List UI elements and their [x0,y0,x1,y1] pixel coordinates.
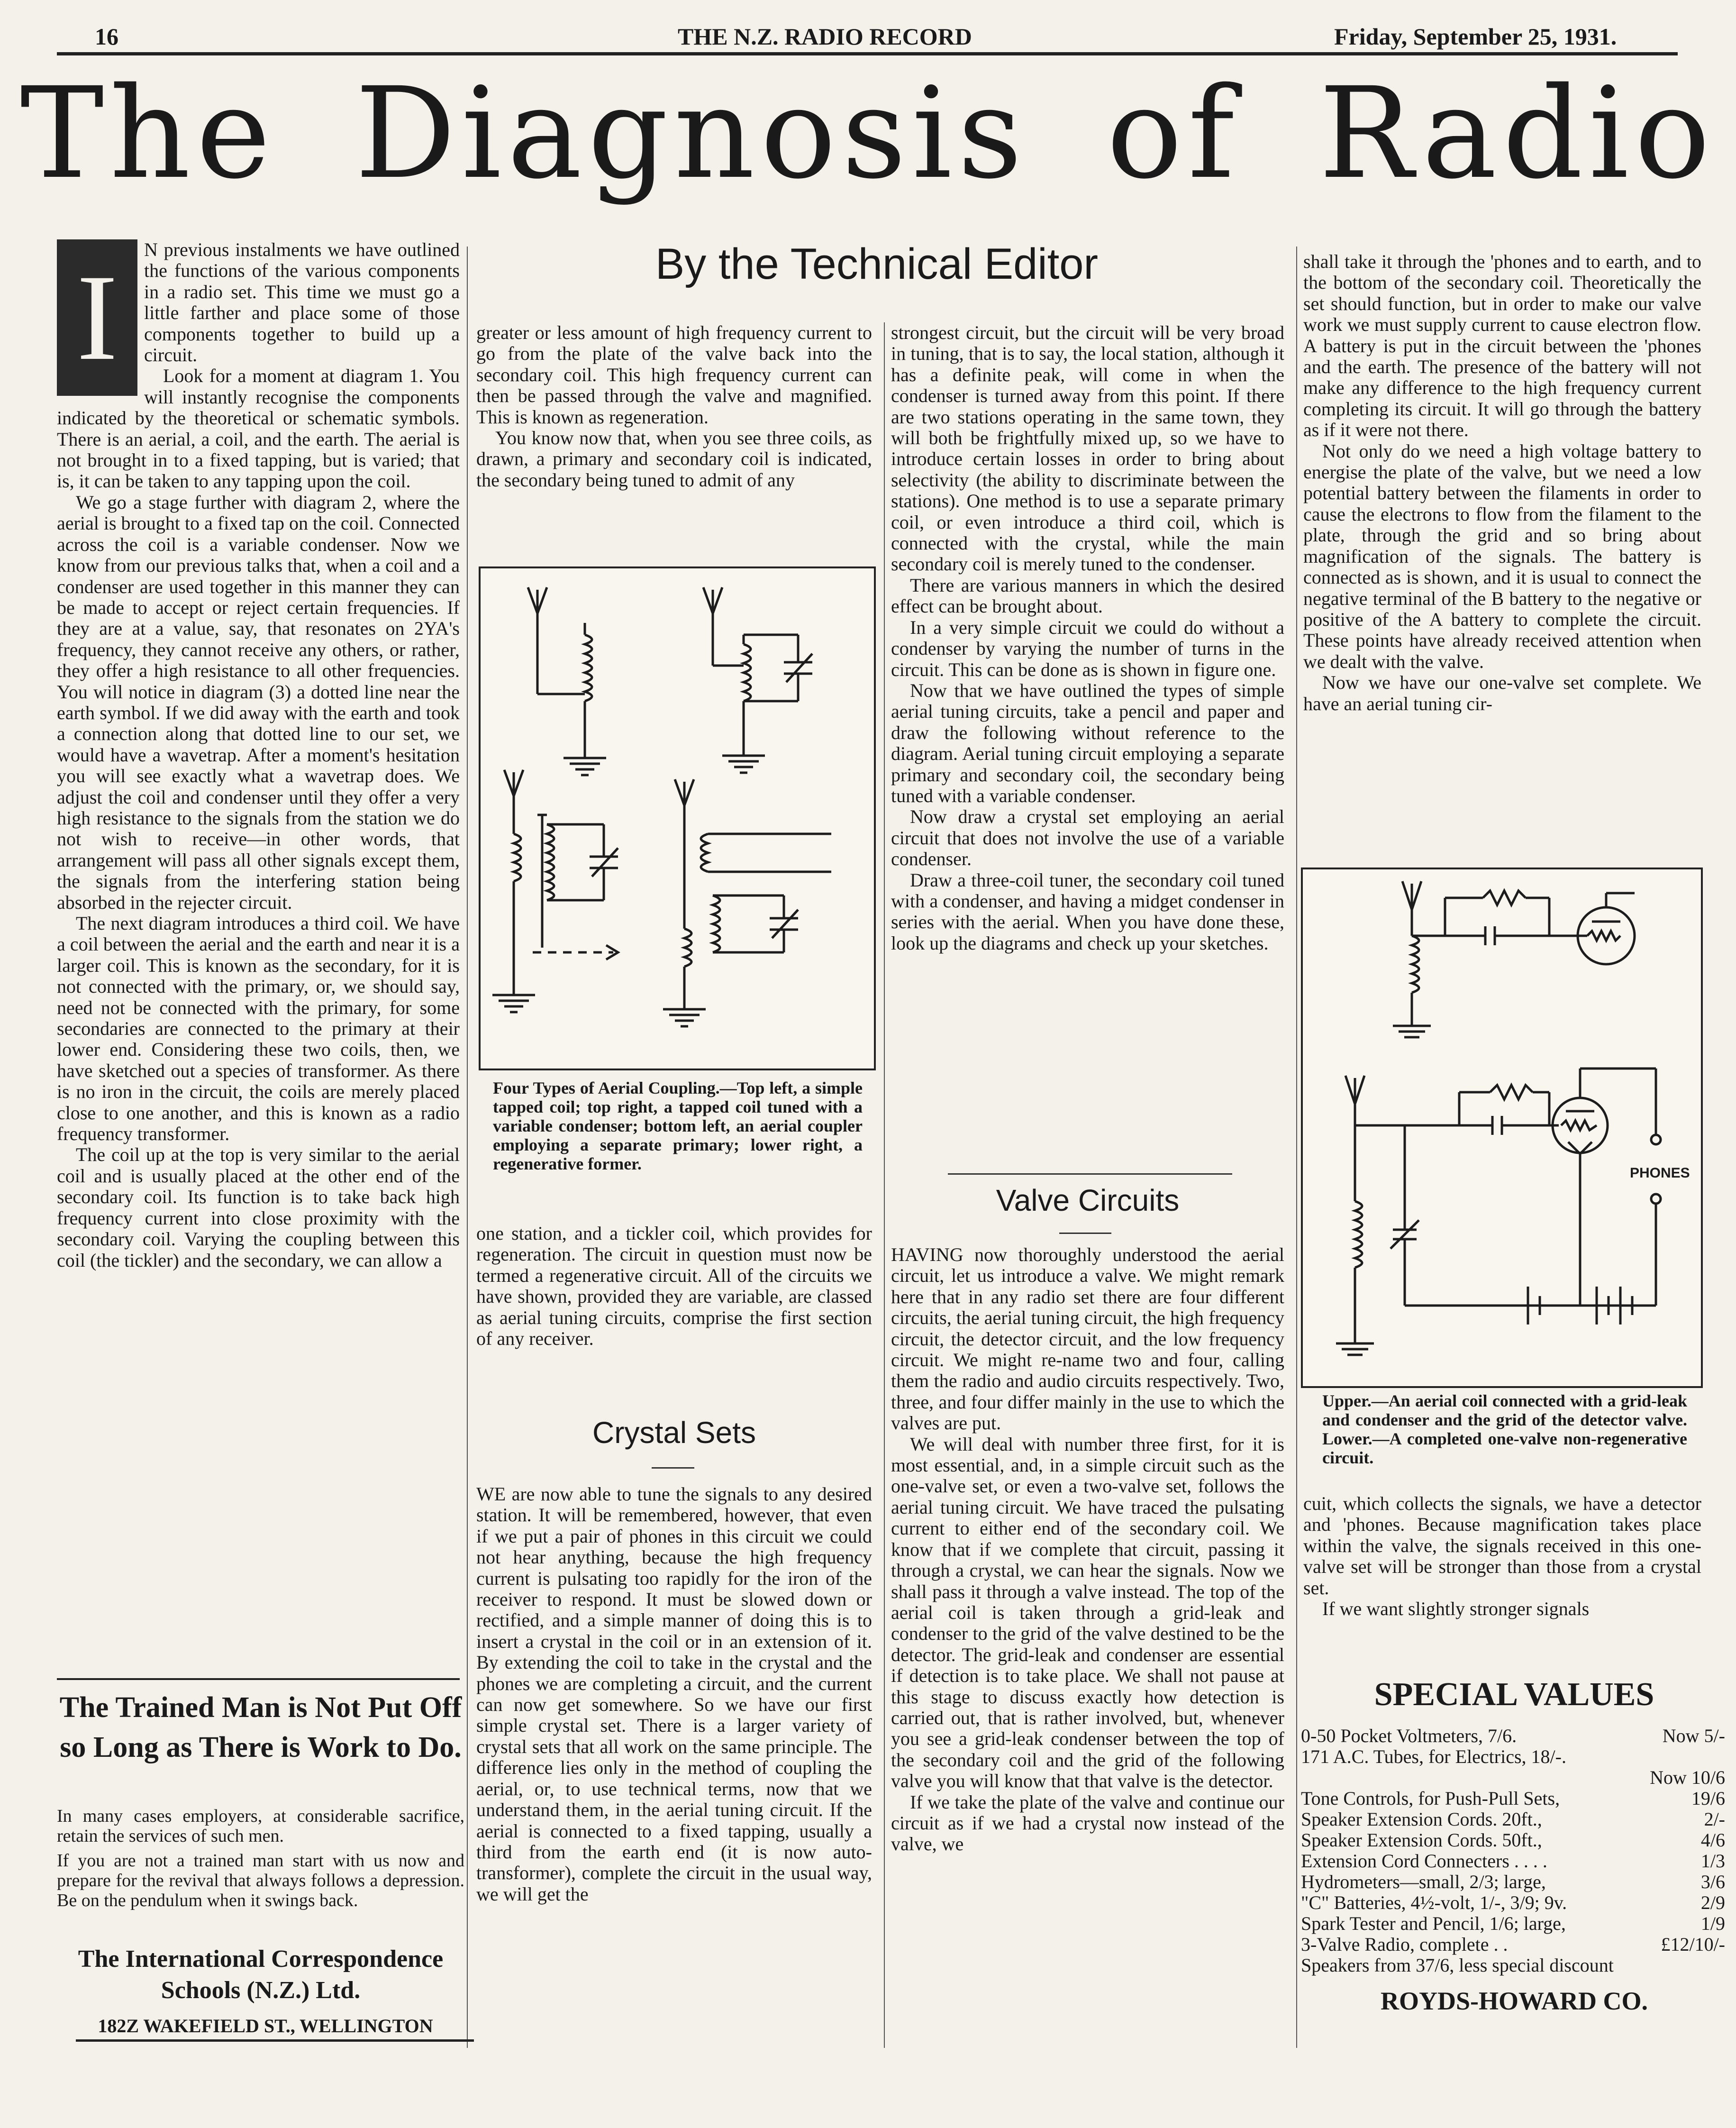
item-text: Speakers from 37/6, less special discount [1301,1954,1614,1976]
ad-address: 182Z WAKEFIELD ST., WELLINGTON [98,2015,433,2037]
column-divider [467,247,468,2048]
item-text: "C" Batteries, 4½-volt, 1/-, 3/9; 9v. [1301,1892,1567,1913]
heading-rule [1059,1233,1111,1234]
column-1 [57,239,460,1662]
price-row [1301,1872,1725,1892]
paragraph: Now draw a crystal set employing an aerial circuit that does not involve the use of a variable condenser. [891,806,1284,870]
price-row [1301,1955,1725,1976]
article-title: The Diagnosis of Radio [20,61,1716,207]
ad-paragraph: In many cases employers, at considerable sacrifice, retain the services of such men. [57,1806,464,1846]
paragraph: Not only do we need a high voltage battery to energise the plate of the valve, but we need a low potential battery between the filaments in order to cause the electrons to flow from the filament to the plate, through the grid and so bring about magnification of the signals. The battery is connected as is shown, and it is usual to connect the negative terminal of the B battery to the negative or positive of the A battery to complete the circuit. These points have already received attention when we dealt with the valve. [1303,440,1701,672]
figure-valve-circuit [1301,868,1703,1388]
aerial-coupling-diagram [481,568,874,1069]
paragraph: You know now that, when you see three coils, as drawn, a primary and secondary coil is indicated, the secondary being tuned to admit of any [476,427,872,491]
item-text: 171 A.C. Tubes, for Electrics, 18/-. [1301,1746,1566,1767]
paragraph: The next diagram introduces a third coil. We have a coil between the aerial and the earth and near it is a larger coil. This is known as the secondary, for it is not connected with the primary, or, we should say, need not be connected with the primary, for some secondaries are connected to the primary at their lower end. Considering these two coils, then, we have sketched out a species of transformer. As there is no iron in the circuit, the coils are merely placed close to one another, and this is known as a radio frequency transformer. [57,913,460,1145]
item-price: 1/9 [1700,1913,1725,1934]
price-row [1301,1746,1725,1767]
paragraph: We will deal with number three first, for it is most essential, and, in a simple circuit such as the one-valve set, or even a two-valve set, follows the aerial tuning circuit. We have traced the pulsating current to either end of the secondary coil. We know that if we complete that circuit, passing it through a crystal, we can hear the signals. Now we shall pass it through a valve instead. The top of the aerial coil is taken through a grid-leak and condenser to the grid of the valve destined to be the detector. The grid-leak and condenser are essential if detection is to take place. We shall not pause at this stage to discuss exactly how detection is carried out, that is rather involved, but, whenever you see a grid-leak condenser between the top of the secondary coil and the grid of the following valve you will know that that valve is the detector. [891,1433,1284,1792]
item-price: 2/9 [1700,1892,1725,1913]
item-text: Extension Cord Connecters . . . . [1301,1850,1547,1872]
price-row [1301,1788,1725,1809]
paragraph: Look for a moment at diagram 1. You will instantly recognise the components indicated by the theoretical or schematic symbols. There is an aerial, a coil, and the earth. The aerial is not brought in to a fixed tapping, but is varied; that is, it can be taken to any tapping upon the coil. [57,365,460,492]
paragraph: shall take it through the 'phones and to earth, and to the bottom of the secondary coil. Theoretically the set should function, but in order to make our valve work we must supply current to cause electron flow. A battery is put in the circuit between the 'phones and the earth. The presence of the battery will not make any difference to the high frequency current completing its circuit. It will go through the battery as if it were not there. [1303,251,1701,441]
ad-rule [57,1678,460,1680]
item-text: Spark Tester and Pencil, 1/6; large, [1301,1913,1566,1934]
item-price: £12/10/- [1661,1934,1725,1955]
paragraph: strongest circuit, but the circuit will be very broad in tuning, that is to say, the local station, although it has a definite peak, will come in when the condenser is turned away from this point. If there are two stations operating in the same town, they will both be frightfully mixed up, so we have to introduce certain losses in order to bring about selectivity (the ability to discriminate between the stations). One method is to use a separate primary coil, or even introduce a third coil, which is connected with the crystal, while the main secondary coil is merely tuned to the condenser. [891,322,1284,575]
issue-date: Friday, September 25, 1931. [1334,23,1617,50]
ad-paragraph: If you are not a trained man start with us now and prepare for the revival that always follows a depression. Be on the pendulum when it swings back. [57,1851,464,1910]
item-price: 19/6 [1691,1788,1725,1809]
section-rule [948,1173,1232,1175]
item-text: 0-50 Pocket Voltmeters, 7/6. [1301,1725,1517,1746]
column-divider [884,322,885,2048]
regenerative-circuit [663,779,831,1026]
paragraph: Now we have our one-valve set complete. We have an aerial tuning cir- [1303,672,1701,714]
item-price: 4/6 [1700,1829,1725,1851]
heading-rule [652,1467,694,1469]
column-3-top [891,322,1284,1166]
paragraph: In a very simple circuit we could do without a condenser by varying the number of turns in the circuit. This can be done as is shown in figure one. [891,616,1284,680]
column-2-top [476,322,872,550]
item-price: Now 10/6 [1650,1767,1725,1788]
aerial-coupler-circuit [492,770,618,1012]
price-row [1301,1934,1725,1955]
item-text: Hydrometers—small, 2/3; large, [1301,1871,1546,1892]
paragraph: cuit, which collects the signals, we have a detector and 'phones. Because magnification takes place within the valve, the signals received in this one-valve set will be stronger than those from a crystal set. [1303,1493,1701,1598]
page-number: 16 [95,23,118,50]
figure-2-caption: Upper.—An aerial coil connected with a grid-leak and condenser and the grid of the detector valve. Lower.—A completed one-valve non-regenerative circuit. [1322,1391,1687,1467]
price-row [1301,1851,1725,1872]
special-values-title: SPECIAL VALUES [1374,1676,1654,1713]
figure-aerial-coupling [479,566,876,1070]
column-2-crystal [476,1484,872,2048]
item-text: Tone Controls, for Push-Pull Sets, [1301,1788,1560,1809]
figure-1-caption: Four Types of Aerial Coupling.—Top left, a simple tapped coil; top right, a tapped coil tuned with a variable condenser; bottom left, an aerial coupler employing a separate primary; lower right, a regenerative former. [493,1078,863,1173]
price-row [1301,1830,1725,1851]
item-text: 3-Valve Radio, complete . . [1301,1934,1508,1955]
column-4-bottom [1303,1493,1701,1645]
drop-cap: I [57,239,137,396]
item-price: Now 5/- [1662,1725,1725,1746]
ad-body [57,1806,464,1915]
paragraph: If we want slightly stronger signals [1322,1598,1590,1620]
paragraph: Now that we have outlined the types of simple aerial tuning circuits, take a pencil and paper and draw the following without reference to the diagram. Aerial tuning circuit employing a separate primary and secondary coil, the secondary being tuned with a variable condenser. [891,679,1284,806]
tapped-coil-circuit [528,587,606,775]
paragraph: HAVING now thoroughly understood the aerial circuit, let us introduce a valve. We might remark here that in any radio set there are four different circuits, the aerial tuning circuit, the high frequency circuit, the detector circuit, and the low frequency circuit. We might re-name two and four, calling them the radio and audio circuits respectively. Two, three, and four differ mainly in the use to which the valves are put. [891,1244,1284,1434]
column-divider [1296,247,1297,2048]
price-row [1301,1913,1725,1934]
tuned-tapped-coil-circuit [703,587,812,773]
paragraph: The coil up at the top is very similar to the aerial coil and is usually placed at the other end of the secondary coil. Its function is to take back high frequency current into close proximity with the secondary coil. Varying the coupling between this coil (the tickler) and the secondary, we can allow a [57,1144,460,1271]
paragraph: If we take the plate of the valve and continue our circuit as if we had a crystal now instead of the valve, we [891,1791,1284,1855]
one-valve-set-circuit [1336,1069,1661,1355]
paragraph: There are various manners in which the desired effect can be brought about. [891,574,1284,617]
column-2-middle [476,1223,872,1370]
byline: By the Technical Editor [655,240,1099,288]
price-row [1301,1726,1725,1746]
paragraph: We go a stage further with diagram 2, where the aerial is brought to a fixed tap on the coil. Connected across the coil is a variable condenser. Now we know from our previous talks that, when a coil and a condenser are used together in this manner they can be made to accept or reject certain frequencies. If they are at a value, say, that resonates on 2YA's frequency, they cannot receive any others, or rather, they offer a high resistance to all other frequencies. You will notice in diagram (3) a dotted line near the earth symbol. If we did away with the earth and took a connection along that dotted line to our set, we would have a wavetrap. After a moment's hesitation you will see exactly what a wavetrap does. We adjust the coil and condenser until they offer a very high resistance to the signals from the station we do not wish to receive—in other words, that arrangement will pass all other signals except them, the signals from the interfering station being absorbed in the rejecter circuit. [57,491,460,913]
publication-name: THE N.Z. RADIO RECORD [678,23,972,50]
item-price: 2/- [1704,1808,1725,1830]
ad-bottom-rule [76,2039,474,2042]
ad-company: The International Correspondence Schools (N.Z.) Ltd. [78,1945,444,2004]
price-row [1301,1809,1725,1830]
section-heading-valve-circuits: Valve Circuits [996,1183,1180,1217]
column-3-valve [891,1244,1284,2048]
item-price: 1/3 [1700,1850,1725,1872]
paragraph: WE are now able to tune the signals to any desired station. It will be remembered, however, that even if we put a pair of phones in this circuit we could not hear anything, because the high frequency current is pulsating too rapidly for the iron of the receiver to respond. It must be slowed down or rectified, and a simple manner of doing this is to insert a crystal in the coil or in an extension of it. By extending the coil to take in the crystal and the phones we are completing a circuit, and the current can now get somewhere. So we have our first simple crystal set. There is a larger variety of crystal sets that all work on the same principle. The difference lies only in the method of coupling the aerial, or, to use technical terms, now that we understand them, in the aerial tuning circuit. If the aerial is connected to a fixed tapping, usually a third from the earth end (it is now auto-transformer), complete the circuit in the usual way, we will get the [476,1484,872,1905]
item-price: 3/6 [1700,1871,1725,1892]
royds-howard-company: ROYDS-HOWARD CO. [1380,1987,1648,2015]
phones-label: PHONES [1630,1165,1690,1181]
paragraph: one station, and a tickler coil, which provides for regeneration. The circuit in question must now be termed a regenerative circuit. All of the circuits we have shown, provided they are variable, are classed as aerial tuning circuits, comprise the first section of any receiver. [476,1223,872,1350]
item-text: Speaker Extension Cords. 50ft., [1301,1829,1542,1851]
valve-circuit-diagram [1303,869,1701,1386]
paragraph: greater or less amount of high frequency current to go from the plate of the valve back into the secondary coil. This high frequency current can then be passed through the valve and magnified. This is known as regeneration. [476,322,872,428]
masthead-rule [57,52,1678,55]
detector-valve-circuit [1393,881,1635,1037]
item-text: Speaker Extension Cords. 20ft., [1301,1808,1542,1830]
section-heading-crystal-sets: Crystal Sets [592,1416,756,1450]
paragraph: Draw a three-coil tuner, the secondary coil tuned with a condenser, and having a midget condenser in series with the aerial. When you have done these, look up the diagrams and check up your sketches. [891,869,1284,954]
ad-headline: The Trained Man is Not Put Off so Long as There is Work to Do. [59,1691,462,1763]
price-row [1301,1892,1725,1913]
paragraph: N previous instalments we have outlined the functions of the various components in a radio set. This time we must go a little farther and place some of those components together to build up a circuit. [144,239,460,366]
column-4-top [1303,251,1701,841]
